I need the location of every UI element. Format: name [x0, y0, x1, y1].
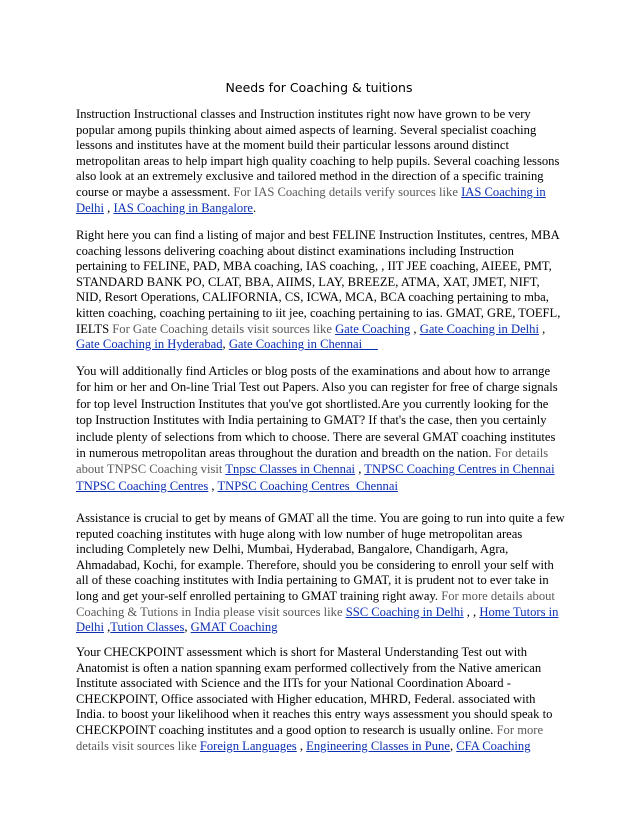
paragraph-text: Your CHECKPOINT assessment which is short for Masteral Understanding Test out with Anatomist is often a nation spanning exam performed collectively from the Native american Institute associated with Science and the IITs for your National Coordination Aboard - CHECKPOINT, Office associated with Higher education, MHRD, Federal. associated with India. to boost your likelihood when it reaches this entry ways assessment you should speak to CHECKPOINT coaching institutes and a good option to research is usually online. [76, 645, 553, 737]
paragraph-intro [76, 107, 566, 216]
sources-lead: For IAS Coaching details verify sources like [230, 184, 462, 199]
link-foreign-languages[interactable]: Foreign Languages [199, 738, 297, 753]
separator: , [103, 200, 114, 215]
separator: , [410, 321, 420, 336]
period: . [253, 200, 257, 215]
separator: , [103, 620, 111, 635]
link-cfa-coaching[interactable]: CFA Coaching [456, 738, 531, 753]
separator: , [296, 738, 307, 753]
paragraph-text: Right here you can find a listing of major and best FELINE Instruction Institutes, centres, MBA coaching lessons delivering coaching about distinct examinations including Instruction pertaining to FELINE, PAD, MBA coaching, IAS coaching, , IIT JEE coaching, AIEEE, PMT, STANDARD BANK PO, CLAT, BBA, AIIMS, LAY, BREEZE, ATMA, XAT, JMET, NIFT, NID, Resort Operations, CALIFORNIA, CS, ICWA, MCA, BCA coaching pertaining to mba, kitten coaching, coaching pertaining to iit jee, coaching pertaining to ias. GMAT, GRE, TOEFL, IELTS [76, 228, 561, 336]
link-gate-coaching[interactable]: Gate Coaching [335, 321, 411, 336]
separator: , [222, 337, 229, 352]
separator: , [449, 738, 457, 753]
link-tution-classes[interactable]: Tution Classes [110, 620, 185, 635]
document-title: Needs for Coaching & tuitions [225, 80, 413, 95]
separator: , [355, 462, 365, 477]
link-ssc-coaching-delhi[interactable]: SSC Coaching in Delhi [345, 604, 464, 619]
link-home-tutors-delhi[interactable]: Home Tutors in Delhi [76, 604, 559, 635]
paragraph-articles [76, 363, 566, 494]
separator: , , [463, 604, 480, 619]
paragraph-text: Instruction Instructional classes and Instruction institutes right now have grown to be very popular among pupils thinking about aimed aspects of learning. Several specialist coaching lessons and institutes have at the moment build their particular lessons around distinct metropolitan areas to help impart high quality coaching to help pupils. Several coaching lessons also look at an extremely exclusive and tailored method in the direction of a specific training course or maybe a assessment. [76, 107, 560, 199]
link-gate-coaching-delhi[interactable]: Gate Coaching in Delhi [419, 321, 539, 336]
link-tnpsc-centres-chennai[interactable]: TNPSC Coaching Centres in Chennai [364, 462, 555, 477]
separator: , [208, 478, 218, 493]
link-tnpsc-classes-chennai[interactable]: Tnpsc Classes in Chennai [225, 462, 356, 477]
sources-lead: For more details about Coaching & Tutions in India please visit sources like [76, 588, 555, 619]
separator: , [538, 321, 546, 336]
link-ias-coaching-delhi[interactable]: IAS Coaching in Delhi [76, 184, 546, 215]
link-gate-coaching-chennai[interactable]: Gate Coaching in Chennai [228, 337, 378, 352]
link-ias-coaching-bangalore[interactable]: IAS Coaching in Bangalore [113, 200, 253, 215]
sources-lead: For details about TNPSC Coaching visit [76, 446, 549, 477]
sources-lead: For more details visit sources like [76, 722, 544, 753]
separator: , [184, 620, 191, 635]
paragraph-assistance [76, 511, 566, 636]
paragraph-text: You will additionally find Articles or blog posts of the examinations and about how to arrange for him or her and On-line Trial Test out Papers. Also you can register for free of charge signals for top level Instruction Institutes that you've got shortlisted.Are you currently looking for the top Instruction Institutes with India pertaining to GMAT? If that's the case, then you certainly include plenty of selections from which to choose. There are several GMAT coaching institutes in numerous metropolitan areas throughout the duration and breadth on the nation. [76, 364, 558, 461]
paragraph-checkpoint [76, 645, 566, 754]
link-tnpsc-centres-chennai-2[interactable]: TNPSC Coaching Centres Chennai [217, 478, 398, 493]
link-tnpsc-centres[interactable]: TNPSC Coaching Centres [76, 478, 209, 493]
link-gmat-coaching[interactable]: GMAT Coaching [190, 620, 278, 635]
paragraph-institutes [76, 228, 566, 353]
link-gate-coaching-hyderabad[interactable]: Gate Coaching in Hyderabad [76, 337, 223, 352]
link-engineering-classes-pune[interactable]: Engineering Classes in Pune [306, 738, 450, 753]
sources-lead: For Gate Coaching details visit sources like [109, 321, 336, 336]
paragraph-text: Assistance is crucial to get by means of GMAT all the time. You are going to run into quite a few reputed coaching institutes with huge along with low number of huge metropolitan areas including Completely new Delhi, Mumbai, Hyderabad, Bangalore, Chandigarh, Agra, Ahmadabad, Kochi, for example. Therefore, should you be considering to enroll your self with all of these coaching institutes with India pertaining to GMAT, it is prudent not to ever take in long and get your-self enrolled pertaining to GMAT training right away. [76, 511, 565, 603]
